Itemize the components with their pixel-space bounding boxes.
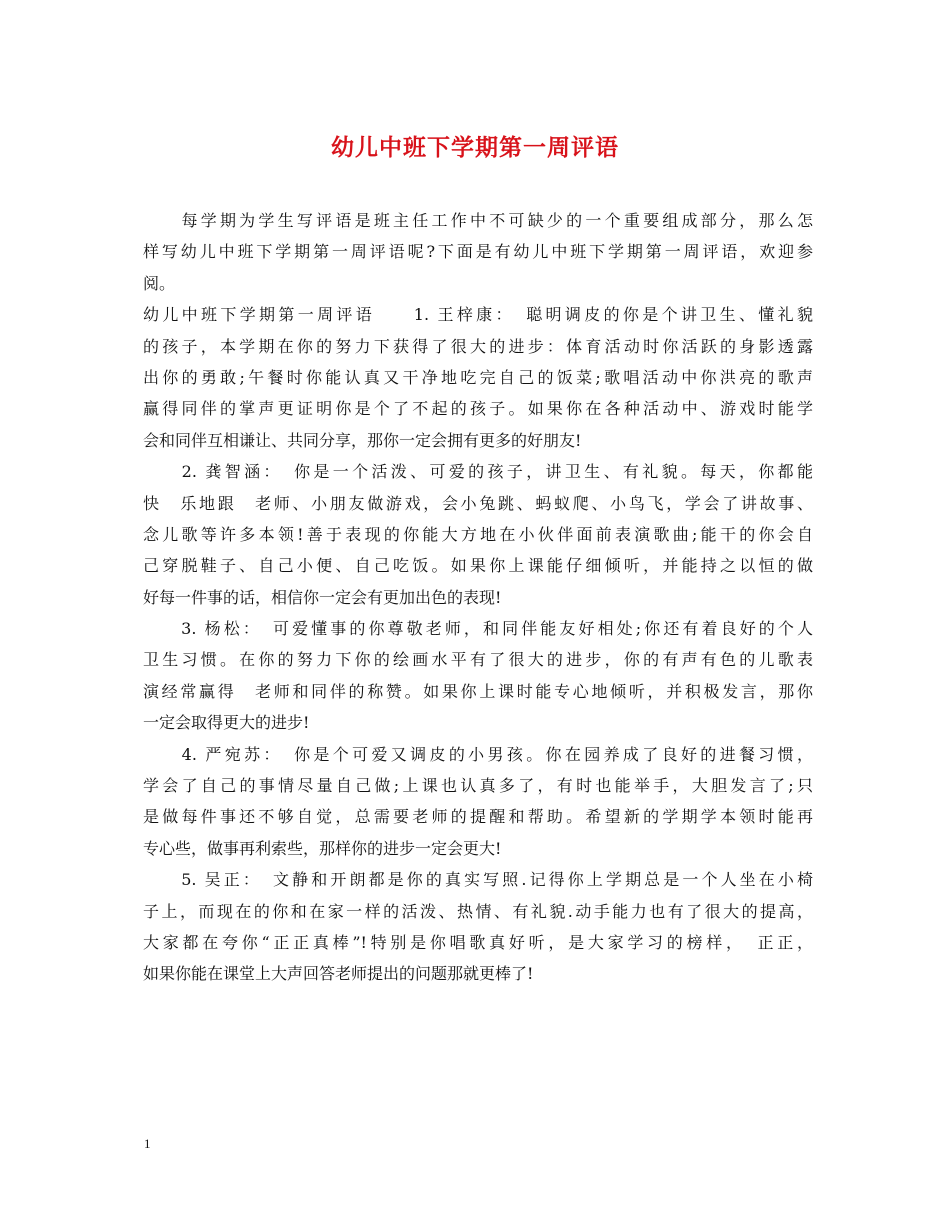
paragraph-line: 会和同伴互相谦让、共同分享，那你一定会拥有更多的好朋友! xyxy=(143,430,582,450)
paragraph-line: 卫生习惯。在你的努力下你的绘画水平有了很大的进步，你的有声有色的儿歌表 xyxy=(143,650,813,670)
paragraph-line: 每学期为学生写评语是班主任工作中不可缺少的一个重要组成部分，那么怎 xyxy=(143,211,813,230)
paragraph-line: 3. 杨松： 可爱懂事的你尊敬老师，和同伴能友好相处;你还有着良好的个人 xyxy=(143,619,813,639)
paragraph-line: 念儿歌等许多本领!善于表现的你能大方地在小伙伴面前表演歌曲;能干的你会自 xyxy=(143,524,813,544)
paragraph-line: 演经常赢得 老师和同伴的称赞。如果你上课时能专心地倾听，并积极发言，那你 xyxy=(143,681,813,701)
paragraph-line: 快 乐地跟 老师、小朋友做游戏，会小兔跳、蚂蚁爬、小鸟飞，学会了讲故事、 xyxy=(143,493,813,513)
paragraph-line: 阅。 xyxy=(143,273,176,293)
document-body xyxy=(143,205,813,990)
document-title: 幼儿中班下学期第一周评语 xyxy=(331,134,619,161)
paragraph-line: 幼儿中班下学期第一周评语 1. 王梓康： 聪明调皮的你是个讲卫生、懂礼貌 xyxy=(143,305,813,325)
paragraph-line: 4. 严宛苏： 你是个可爱又调皮的小男孩。你在园养成了良好的进餐习惯， xyxy=(143,744,813,764)
paragraph-line: 5. 吴正： 文静和开朗都是你的真实写照.记得你上学期总是一个人坐在小椅 xyxy=(143,870,813,890)
paragraph-line: 大家都在夸你“正正真棒”!特别是你唱歌真好听，是大家学习的榜样， 正正， xyxy=(143,932,813,952)
paragraph-line: 赢得同伴的掌声更证明你是个了不起的孩子。如果你在各种活动中、游戏时能学 xyxy=(143,399,813,419)
paragraph-line: 子上，而现在的你和在家一样的活泼、热情、有礼貌.动手能力也有了很大的提高， xyxy=(143,901,813,921)
paragraph-line: 2. 龚智涵： 你是一个活泼、可爱的孩子，讲卫生、有礼貌。每天，你都能 xyxy=(143,462,813,482)
paragraph-line: 学会了自己的事情尽量自己做;上课也认真多了，有时也能举手，大胆发言了;只 xyxy=(143,776,813,796)
paragraph-line: 样写幼儿中班下学期第一周评语呢?下面是有幼儿中班下学期第一周评语，欢迎参 xyxy=(143,242,813,262)
paragraph-line: 专心些，做事再利索些，那样你的进步一定会更大! xyxy=(143,838,502,858)
paragraph-line: 好每一件事的话，相信你一定会有更加出色的表现! xyxy=(143,587,502,607)
page-number: 1 xyxy=(144,1136,151,1151)
paragraph-line: 如果你能在课堂上大声回答老师提出的问题那就更棒了! xyxy=(143,964,534,984)
paragraph-line: 一定会取得更大的进步! xyxy=(143,713,310,733)
paragraph-line: 己穿脱鞋子、自己小便、自己吃饭。如果你上课能仔细倾听，并能持之以恒的做 xyxy=(143,556,813,576)
paragraph-line: 出你的勇敢;午餐时你能认真又干净地吃完自己的饭菜;歌唱活动中你洪亮的歌声 xyxy=(143,367,813,387)
paragraph-line: 是做每件事还不够自觉，总需要老师的提醒和帮助。希望新的学期学本领时能再 xyxy=(143,807,813,827)
paragraph-line: 的孩子，本学期在你的努力下获得了很大的进步：体育活动时你活跃的身影透露 xyxy=(143,336,813,356)
